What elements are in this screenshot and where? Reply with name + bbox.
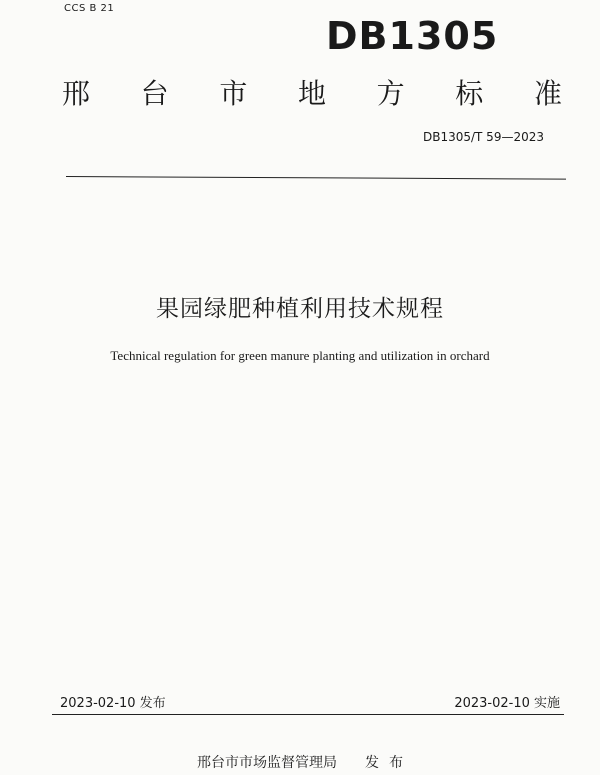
issue-date: 2023-02-10 发布 bbox=[60, 696, 166, 711]
implementation-date: 2023-02-10 实施 bbox=[454, 696, 560, 711]
publish-action: 发布 bbox=[365, 755, 413, 771]
standard-name-char: 准 bbox=[533, 77, 562, 110]
standard-name-char: 方 bbox=[376, 77, 405, 110]
publisher-line bbox=[197, 752, 413, 772]
ccs-code: CCS B 21 bbox=[64, 3, 115, 14]
top-divider bbox=[66, 176, 566, 180]
standard-name-char: 台 bbox=[140, 77, 169, 110]
standard-name-char: 邢 bbox=[62, 77, 91, 110]
standard-name-char: 标 bbox=[455, 77, 484, 110]
standard-number: DB1305/T 59—2023 bbox=[422, 130, 544, 144]
db-code: DB1305 bbox=[326, 14, 499, 58]
standard-name-char: 地 bbox=[297, 77, 326, 110]
bottom-divider bbox=[52, 714, 564, 715]
publisher-name: 邢台市市场监督管理局 bbox=[197, 755, 337, 771]
document-title-english: Technical regulation for green manure planting and utilization in orchard bbox=[110, 348, 490, 363]
standard-name-char: 市 bbox=[219, 77, 248, 110]
standard-name bbox=[62, 74, 562, 114]
document-title-chinese: 果园绿肥种植利用技术规程 bbox=[156, 296, 444, 322]
